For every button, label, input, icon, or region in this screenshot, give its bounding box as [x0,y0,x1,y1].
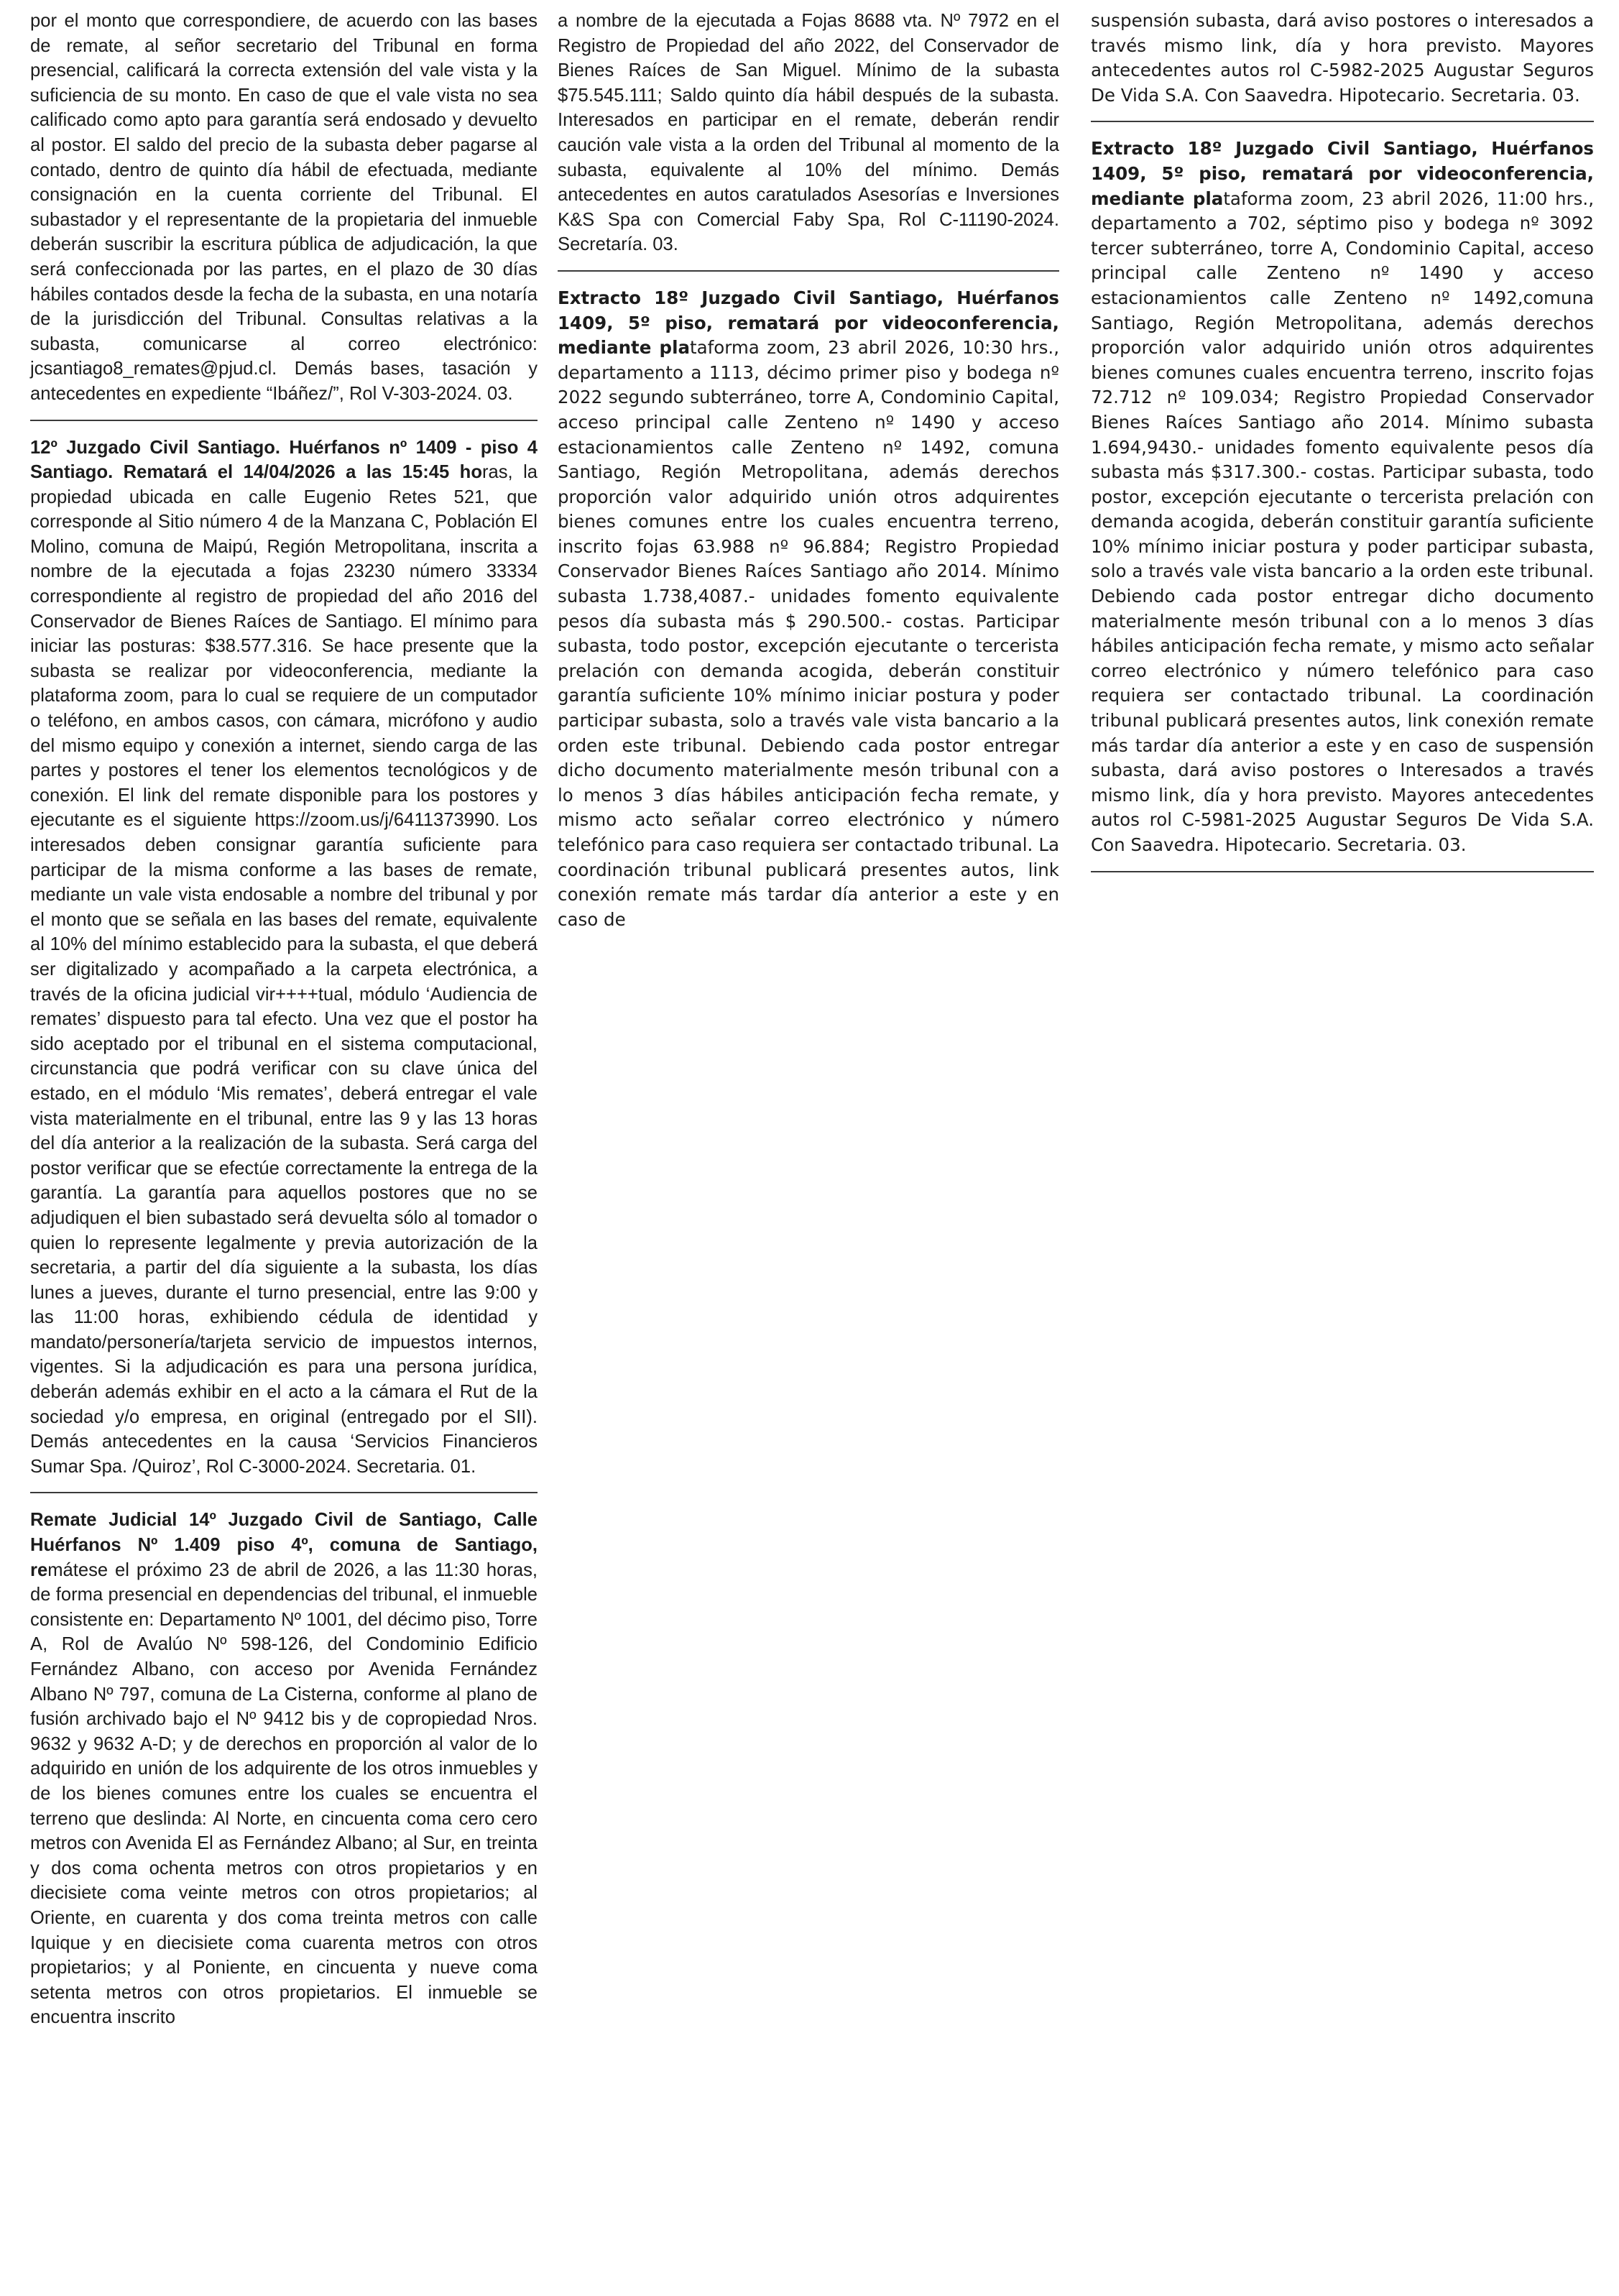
notice-continuation-ks-spa [558,9,1059,257]
notice-body [1091,9,1594,108]
notice-continuation-ibanez [30,9,538,407]
notice-heading: Remate Judicial 14º Juzgado Civil de Santiago, Calle Huérfanos Nº 1.409 piso 4º, comuna de Santiago, re [30,1510,538,1580]
notice-body-text: taforma zoom, 23 abril 2026, 10:30 hrs., departamento a 1113, décimo primer piso y bodega nº 2022 segundo subterráneo, torre A, Condominio Capital, acceso principal calle Zenteno nº 1490 y acceso estacionamientos calle Zenteno nº 1492, comuna Santiago, Región Metropolitana, además derechos proporción valor adquirido unión otros adquirentes bienes comunes entre los cuales encuentra terreno, inscrito fojas 63.988 nº 96.884; Registro Propiedad Conservador Bienes Raíces Santiago año 2014. Mínimo subasta 1.738,4087.- unidades fomento equivalente pesos día subasta más $ 290.500.- costas. Participar subasta, todo postor, excepción ejecutante o tercerista prelación con demanda acogida, deberán constituir garantía suficiente 10% mínimo iniciar postura y poder participar subasta, solo a través vale vista bancario a la orden este tribunal. Debiendo cada postor entregar dicho documento materialmente mesón tribunal con a lo menos 3 días hábiles anticipación fecha remate, y mismo acto señalar correo electrónico y número telefónico para caso requiera ser contactado tribunal. La coordinación tribunal publicará presentes autos, link conexión remate más tardar día anterior a este y en caso de [558,337,1059,930]
notice-body [558,9,1059,257]
column-1 [30,9,538,2030]
notice-body-text: mátese el próximo 23 de abril de 2026, a las 11:30 horas, de forma presencial en dependencias del tribunal, el inmueble consistente en: Departamento Nº 1001, del décimo piso, Torre A, Rol de Avalúo Nº 598-126, del Condominio Edificio Fernández Albano, con acceso por Avenida Fernández Albano Nº 797, comuna de La Cisterna, conforme al plano de fusión archivado bajo el Nº 9412 bis y de copropiedad Nros. 9632 y 9632 A-D; y de derechos en proporción al valor de lo adquirido en unión de los adquirente de los otros inmuebles y de los bienes comunes entre los cuales se encuentra el terreno que deslinda: Al Norte, en cincuenta coma cero cero metros con Avenida El as Fernández Albano; al Sur, en treinta y dos coma ochenta metros con otros propietarios y en diecisiete coma veinte metros con otros propietarios; al Oriente, en cuarenta y dos coma treinta metros con calle Iquique y en diecisiete coma cuarenta metros con otros propietarios; y al Poniente, en cincuenta y nueve coma setenta metros con otros propietarios. El inmueble se encuentra inscrito [30,1559,538,2028]
notice-heading: Extracto 18º Juzgado Civil Santiago, Huérfanos 1409, 5º piso, rematará por videoconferencia, mediante pla [558,287,1059,359]
notice-divider [30,420,538,421]
notice-body [558,286,1059,932]
notice-divider [1091,871,1594,872]
notice-body-text: taforma zoom, 23 abril 2026, 11:00 hrs., departamento a 702, séptimo piso y bodega nº 3092 tercer subterráneo, torre A, Condominio Capital, acceso principal calle Zenteno nº 1490 y acceso estacionamientos calle Zenteno nº 1492,comuna Santiago, Región Metropolitana, además derechos proporción valor adquirido unión otros adquirentes bienes comunes cuales encuentra terreno, inscrito fojas 72.712 nº 109.034; Registro Propiedad Conservador Bienes Raíces Santiago año 2014. Mínimo subasta 1.694,9430.- unidades fomento equivalente pesos día subasta más $317.300.- costas. Participar subasta, todo postor, excepción ejecutante o tercerista prelación con demanda acogida, deberán constituir garantía suficiente 10% mínimo iniciar postura y poder participar subasta, solo a través vale vista bancario a la orden este tribunal. Debiendo cada postor entregar dicho documento materialmente mesón tribunal con a lo menos 3 días hábiles anticipación fecha remate, y mismo acto señalar correo electrónico y número telefónico para caso requiera ser contactado tribunal. La coordinación tribunal publicará presentes autos, link conexión remate más tardar día anterior a este y en caso de suspensión subasta, dará aviso postores o Interesados a través mismo link, día y hora previsto. Mayores antecedentes autos rol C-5981-2025 Augustar Seguros De Vida S.A. Con Saavedra. Hipotecario. Secretaria. 03. [1091,188,1594,855]
notice-body-text: ras, la propiedad ubicada en calle Eugenio Retes 521, que corresponde al Sitio número 4 de la Manzana C, Población El Molino, comuna de Maipú, Región Metropolitana, inscrita a nombre de la ejecutada a fojas 23230 número 33334 correspondiente al registro de propiedad del año 2016 del Conservador de Bienes Raíces de Santiago. El mínimo para iniciar las posturas: $38.577.316. Se hace presente que la subasta se realizar por videoconferencia, mediante la plataforma zoom, para lo cual se requiere de un computador o teléfono, en ambos casos, con cámara, micrófono y audio del mismo equipo y conexión a internet, siendo carga de las partes y postores el tener los elementos tecnológicos y de conexión. El link del remate disponible para los postores y ejecutante es el siguiente https://zoom.us/j/6411373990. Los interesados deben consignar garantía suficiente para participar de la misma conforme a las bases de remate, mediante un vale vista endosable a nombre del tribunal y por el monto que se señala en las bases del remate, equivalente al 10% del mínimo establecido para la subasta, el que deberá ser digitalizado y acompañado a la carpeta electrónica, a través de la oficina judicial vir++++tual, módulo ‘Audiencia de remates’ dispuesto para tal efecto. Una vez que el postor ha sido aceptado por el tribunal en el sistema computacional, circunstancia que podrá verificar con su clave única del estado, en el módulo ‘Mis remates’, deberá entregar el vale vista materialmente en el tribunal, entre las 9 y las 13 horas del día anterior a la realización de la subasta. Será carga del postor verificar que se efectúe correctamente la entrega de la garantía. La garantía para aquellos postores que no se adjudiquen el bien subastado será devuelta sólo al tomador o quien lo represente legalmente y previa autorización de la secretaria, a partir del día siguiente a la subasta, los días lunes a jueves, durante el turno presencial, entre las 9:00 y las 11:00 horas, exhibiendo cédula de identidad y mandato/personería/tarjeta servicio de impuestos internos, vigentes. Si la adjudicación es para una persona jurídica, deberán además exhibir en el acto a la cámara el Rut de la sociedad y/o empresa, en original (entregado por el SII). Demás antecedentes en la causa ‘Servicios Financieros Sumar Spa. /Quiroz’, Rol C-3000-2024. Secretaria. 01. [30,462,538,1477]
notice-continuation-c-5982-2025 [1091,9,1594,108]
notice-divider [30,1492,538,1493]
notice-heading: Extracto 18º Juzgado Civil Santiago, Huérfanos 1409, 5º piso, rematará por videoconferencia, mediante pla [1091,138,1594,209]
notice-divider [558,270,1059,272]
notice-divider [1091,121,1594,122]
notice-body [1091,137,1594,857]
notice-body [30,1508,538,2029]
notice-body-text: por el monto que correspondiere, de acuerdo con las bases de remate, al señor secretario del Tribunal en forma presencial, calificará la correcta extensión del vale vista y la suficiencia de su monto. En caso de que el vale vista no sea calificado como apto para garantía será endosado y devuelto al postor. El saldo del precio de la subasta deber pagarse al contado, dentro de quinto día hábil de efectuada, mediante consignación en la cuenta corriente del Tribunal. El subastador y el representante de la propietaria del inmueble deberán suscribir la escritura pública de adjudicación, la que será confeccionada por las partes, en el plazo de 30 días hábiles contados desde la fecha de la subasta, en una notaría de la jurisdicción del Tribunal. Consultas relativas a la subasta, comunicarse al correo electrónico: jcsantiago8_remates@pjud.cl. Demás bases, tasación y antecedentes en expediente “Ibáñez/”, Rol V-303-2024. 03. [30,11,538,404]
notice-heading: 12º Juzgado Civil Santiago. Huérfanos nº 1409 - piso 4 Santiago. Rematará el 14/04/2026 a las 15:45 ho [30,437,538,483]
notice-body-text: suspensión subasta, dará aviso postores o interesados a través mismo link, día y hora previsto. Mayores antecedentes autos rol C-5982-2025 Augustar Seguros De Vida S.A. Con Saavedra. Hipotecario. Secretaria. 03. [1091,10,1594,106]
notice-18-juzgado-civil-1113 [558,286,1059,932]
column-2 [558,9,1059,932]
notice-18-juzgado-civil-702 [1091,137,1594,857]
notice-body [30,435,538,1480]
column-3 [1091,9,1594,887]
notice-body-text: a nombre de la ejecutada a Fojas 8688 vta. Nº 7972 en el Registro de Propiedad del año 2022, del Conservador de Bienes Raíces de San Miguel. Mínimo de la subasta $75.545.111; Saldo quinto día hábil después de la subasta. Interesados en participar en el remate, deberán rendir caución vale vista a la orden del Tribunal al momento de la subasta, equivalente al 10% del mínimo. Demás antecedentes en autos caratulados Asesorías e Inversiones K&S Spa con Comercial Faby Spa, Rol C-11190-2024. Secretaría. 03. [558,11,1059,255]
notice-body [30,9,538,407]
notice-12-juzgado-civil [30,435,538,1480]
notice-14-juzgado-civil [30,1508,538,2029]
